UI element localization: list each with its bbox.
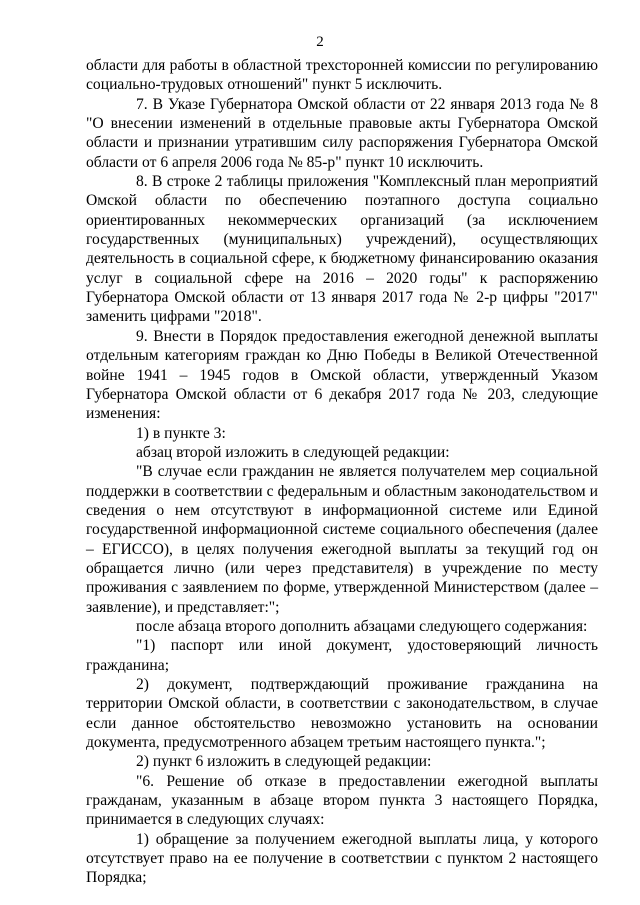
paragraph-list-item-passport: "1) паспорт или иной документ, удостоверяющий личность гражданина; [86, 637, 598, 674]
document-body [86, 56, 598, 888]
paragraph-quoted-point-6: "6. Решение об отказе в предоставлении ежегодной выплаты гражданам, указанным в абзаце втором пункта 3 настоящего Порядка, принимается в следующих случаях: [86, 772, 598, 829]
paragraph-item-8: 8. В строке 2 таблицы приложения "Комплексный план мероприятий Омской области по обеспечению поэтапного доступа социально ориентированных некоммерческих организаций (за исключением государственных (муниципальных) учреждений), осуществляющих деятельность в социальной сфере, к бюджетному финансированию оказания услуг в социальной сфере на 2016 – 2020 годы" к распоряжению Губернатора Омской области от 13 января 2017 года № 2-р цифры "2017" заменить цифрами "2018". [86, 173, 598, 326]
paragraph-quoted-text: "В случае если гражданин не является получателем мер социальной поддержки в соответствии с федеральным и областным законодательством и сведения о нем отсутствуют в информационной системе или Единой государственной информационной системе социального обеспечения (далее – ЕГИССО), в целях получения ежегодной выплаты за текущий год он обращается лично (или через представителя) в учреждение по месту проживания с заявлением по форме, утвержденной Министерством (далее – заявление), и представляет:"; [86, 463, 598, 616]
paragraph-item-7: 7. В Указе Губернатора Омской области от 22 января 2013 года № 8 "О внесении изменений в отдельные правовые акты Губернатора Омской области и признании утратившим силу распоряжения Губернатора Омской области от 6 апреля 2006 года № 85-р" пункт 10 исключить. [86, 95, 598, 171]
paragraph-subitem-1: 1) в пункте 3: [136, 424, 226, 442]
paragraph-refusal-case-1: 1) обращение за получением ежегодной выплаты лица, у которого отсутствует право на ее получение в соответствии с пунктом 2 настоящего Порядка; [86, 830, 598, 887]
paragraph-instruction-add: после абзаца второго дополнить абзацами следующего содержания: [136, 617, 588, 635]
paragraph-continuation: области для работы в областной трехсторонней комиссии по регулированию социально-трудовых отношений" пункт 5 исключить. [86, 57, 598, 94]
paragraph-item-9: 9. Внести в Порядок предоставления ежегодной денежной выплаты отдельным категориям граждан ко Дню Победы в Великой Отечественной войне 1941 – 1945 годов в Омской области, утвержденный Указом Губернатора Омской области от 6 декабря 2017 года № 203, следующие изменения: [86, 327, 598, 423]
paragraph-subitem-2: 2) пункт 6 изложить в следующей редакции: [136, 753, 432, 771]
page-number: 2 [316, 34, 324, 50]
paragraph-instruction: абзац второй изложить в следующей редакции: [136, 443, 450, 461]
paragraph-list-item-residence: 2) документ, подтверждающий проживание гражданина на территории Омской области, в соответствии с законодательством, в случае если данное обстоятельство невозможно установить на основании документа, предусмотренного абзацем третьим настоящего пункта."; [86, 676, 598, 752]
